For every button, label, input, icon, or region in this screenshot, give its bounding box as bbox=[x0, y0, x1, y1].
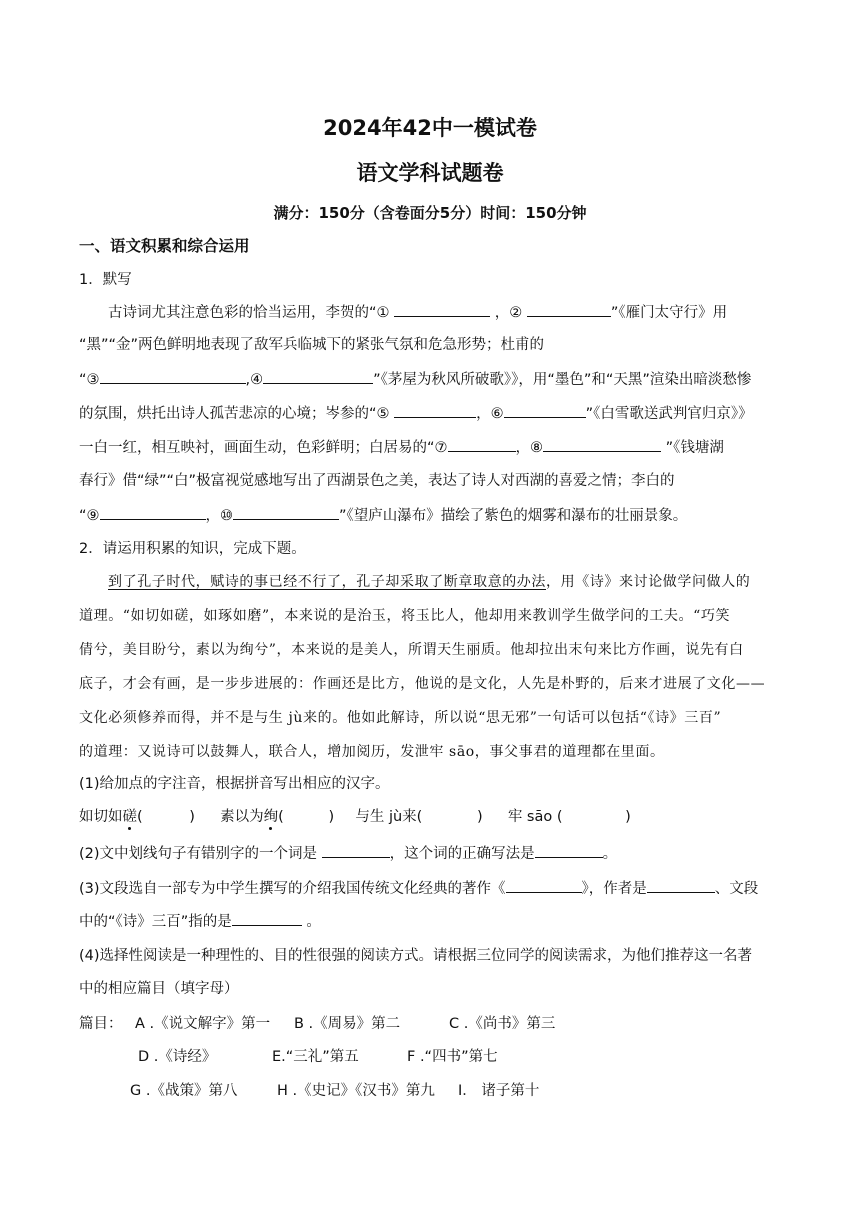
q1-line-5 bbox=[79, 437, 724, 458]
blank-8[interactable] bbox=[543, 437, 661, 452]
answer-blank[interactable] bbox=[647, 878, 715, 893]
blank-2[interactable] bbox=[527, 302, 611, 317]
blank-5[interactable] bbox=[394, 403, 476, 418]
option-c: C .《尚书》第三 bbox=[449, 1016, 556, 1032]
options-label: 篇目： bbox=[79, 1016, 123, 1032]
q1-text: 的氛围，烘托出诗人孤苦悲凉的心境；岑参的“⑤ bbox=[79, 406, 390, 422]
subq-4-line-1: (4)选择性阅读是一种理性的、目的性很强的阅读方式。请根据三位同学的阅读需求，为他们推荐这一名著 bbox=[79, 948, 753, 964]
score-info: 满分：150分（含卷面分5分）时间：150分钟 bbox=[273, 204, 587, 222]
blank-9[interactable] bbox=[100, 505, 206, 520]
option-f: F .“四书”第七 bbox=[407, 1049, 498, 1065]
blank-6[interactable] bbox=[504, 403, 586, 418]
q1-text: ”《望庐山瀑布》描绘了紫色的烟雾和瀑布的壮丽景象。 bbox=[339, 508, 688, 524]
blank-4[interactable] bbox=[263, 369, 373, 384]
q1-text: ,④ bbox=[245, 372, 264, 388]
subq-3-line-1: (3)文段选自一部专为中学生撰写的介绍我国传统文化经典的著作《 》，作者是 、文段 bbox=[79, 878, 758, 899]
q1-text: 古诗词尤其注意色彩的恰当运用，李贺的“① bbox=[108, 305, 390, 321]
q1-text: ”《茅屋为秋风所破歌》》，用“墨色”和“天黑”渲染出暗淡愁惨 bbox=[373, 372, 752, 388]
q1-text: “⑨ bbox=[79, 508, 100, 524]
q1-text: ，⑩ bbox=[205, 508, 234, 524]
blank-7[interactable] bbox=[448, 437, 516, 452]
subq-3-line-2: 中的“《诗》三百”指的是 。 bbox=[79, 911, 321, 932]
blank-10[interactable] bbox=[233, 505, 339, 520]
option-a: A .《说文解字》第一 bbox=[135, 1016, 271, 1032]
option-b: B .《周易》第二 bbox=[294, 1016, 401, 1032]
underlined-sentence: 到了孔子时代，赋诗的事已经不行了，孔子却采取了断章取意的办法 bbox=[108, 574, 546, 590]
answer-blank[interactable] bbox=[232, 911, 302, 926]
subq-1: (1)给加点的字注音，根据拼音写出相应的汉字。 bbox=[79, 776, 390, 792]
option-h: H .《史记》《汉书》第九 bbox=[277, 1083, 435, 1099]
pinyin-item-3: 与生 jù来( ) bbox=[355, 809, 483, 825]
q1-text: 一白一红，相互映衬，画面生动，色彩鲜明；白居易的“⑦ bbox=[79, 440, 448, 456]
answer-blank[interactable] bbox=[506, 878, 582, 893]
q1-line-6: 春行》借“绿”“白”极富视觉感地写出了西湖景色之美，表达了诗人对西湖的喜爱之情；李白的 bbox=[79, 473, 675, 489]
subq-4-line-2: 中的相应篇目（填字母） bbox=[79, 981, 239, 997]
q1-text: ，② bbox=[494, 305, 523, 321]
subq-2: (2)文中划线句子有错别字的一个词是 ，这个词的正确写法是 。 bbox=[79, 843, 617, 864]
section-heading: 一、语文积累和综合运用 bbox=[79, 237, 250, 255]
q1-text: “③ bbox=[79, 372, 100, 388]
dotted-char: 磋 bbox=[122, 809, 137, 825]
passage-line-2: 道理。“如切如磋，如琢如磨”，本来说的是治玉，将玉比人，他却用来教训学生做学问的工夫。“巧笑 bbox=[79, 608, 731, 624]
q1-text: ”《白雪歌送武判官归京》》 bbox=[585, 406, 753, 422]
passage-line-3: 倩兮，美目盼兮，素以为绚兮”，本来说的是美人，所谓天生丽质。他却拉出末句来比方作画，说先有白 bbox=[79, 642, 744, 658]
answer-blank[interactable] bbox=[322, 843, 390, 858]
option-g: G .《战策》第八 bbox=[130, 1083, 238, 1099]
q1-text: ，⑧ bbox=[515, 440, 544, 456]
q1-line-1 bbox=[108, 302, 727, 323]
pinyin-item-1: 如切如磋( ) bbox=[79, 809, 195, 825]
q2-label: 2．请运用积累的知识，完成下题。 bbox=[79, 541, 306, 557]
passage-line-4: 底子，才会有画，是一步步进展的：作画还是比方，他说的是文化，人先是朴野的，后来才进展了文化—— bbox=[79, 676, 766, 692]
q1-line-7 bbox=[79, 505, 687, 526]
passage-line-5: 文化必须修养而得，并不是与生 jù来的。他如此解诗，所以说“思无邪”一句话可以包括“《诗》三百” bbox=[79, 710, 722, 726]
passage-text: ，用《诗》来讨论做学问做人的 bbox=[546, 574, 751, 590]
subq-1-items bbox=[79, 807, 631, 827]
q1-text: ”《雁门太守行》用 bbox=[610, 305, 728, 321]
option-i: I． 诸子第十 bbox=[458, 1083, 540, 1099]
q1-label: 1．默写 bbox=[79, 272, 132, 288]
dotted-char: 绚 bbox=[263, 809, 279, 825]
answer-blank[interactable] bbox=[535, 843, 603, 858]
q1-text: ，⑥ bbox=[476, 406, 504, 422]
blank-3[interactable] bbox=[100, 369, 246, 384]
blank-1[interactable] bbox=[394, 302, 490, 317]
option-d: D .《诗经》 bbox=[138, 1049, 217, 1065]
pinyin-item-2: 素以为绚( ) bbox=[220, 809, 335, 825]
pinyin-item-4: 牢 sāo ( ) bbox=[507, 809, 631, 825]
passage-line-6: 的道理：又说诗可以鼓舞人，联合人，增加阅历，发泄牢 sāo，事父事君的道理都在里面。 bbox=[79, 744, 665, 760]
passage-line-1 bbox=[108, 572, 750, 592]
q1-line-4 bbox=[79, 403, 753, 424]
q1-line-2: “黑”“金”两色鲜明地表现了敌军兵临城下的紧张气氛和危急形势；杜甫的 bbox=[79, 337, 545, 353]
option-e: E.“三礼”第五 bbox=[272, 1049, 359, 1065]
q1-text: ”《钱塘湖 bbox=[665, 440, 724, 456]
q1-line-3 bbox=[79, 369, 751, 390]
page-subtitle: 语文学科试题卷 bbox=[356, 161, 504, 185]
page-title: 2024年42中一模试卷 bbox=[323, 116, 537, 140]
